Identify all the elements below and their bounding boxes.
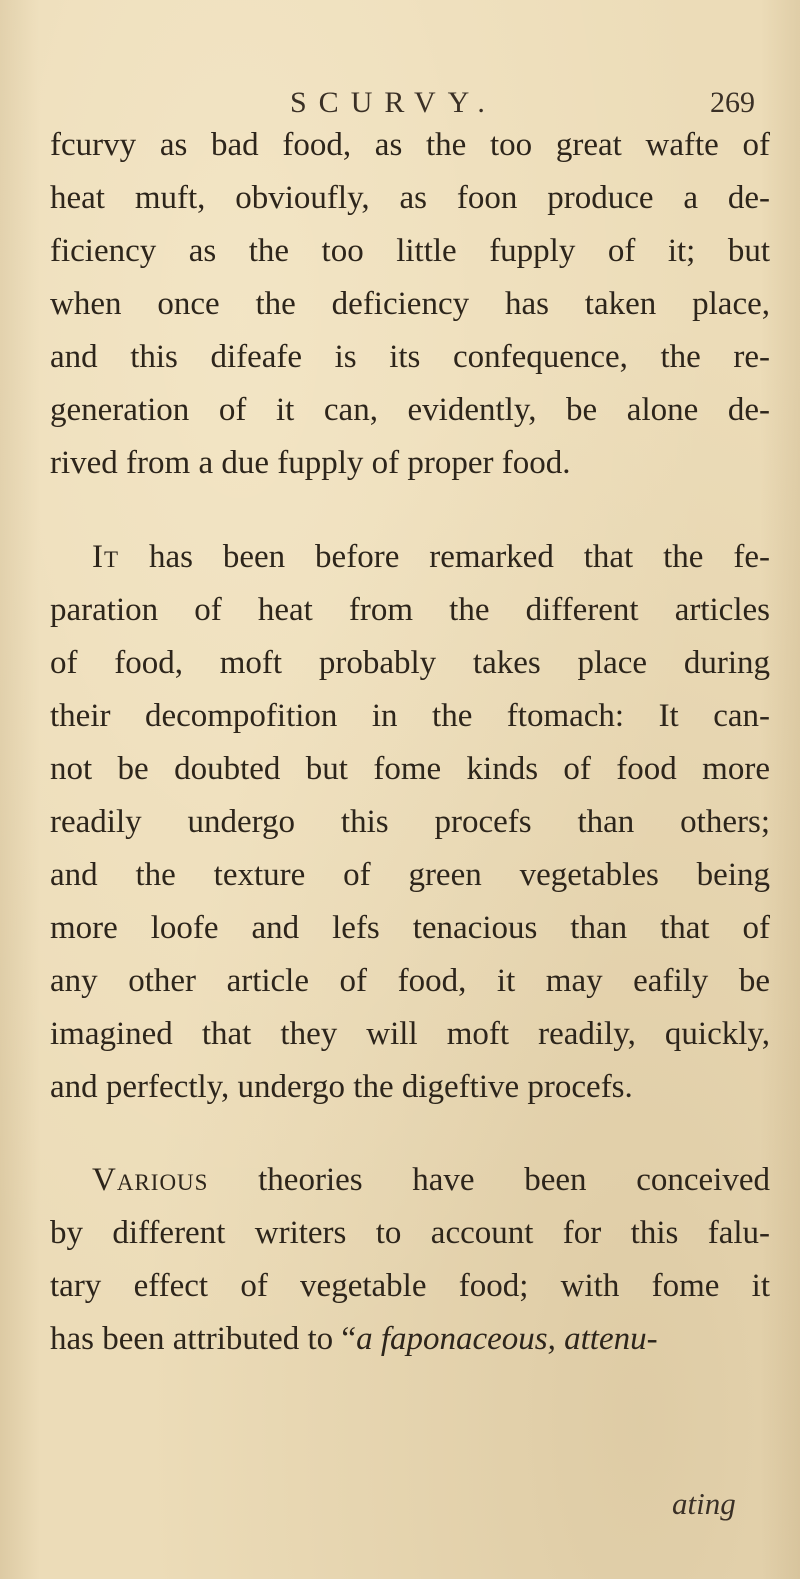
text-line: heat muft, obvioufly, as foon produce a de- [50, 180, 770, 216]
text-line: and the texture of green vegetables being [50, 857, 770, 893]
text-line: and perfectly, undergo the digeftive procefs. [50, 1069, 633, 1105]
running-title: SCURVY. [290, 86, 497, 119]
text-line: and this difeafe is its confequence, the re- [50, 339, 770, 375]
text-line: rived from a due fupply of proper food. [50, 445, 571, 481]
text-line: not be doubted but fome kinds of food more [50, 751, 770, 787]
text-line: generation of it can, evidently, be alone de- [50, 392, 770, 428]
text-line: by different writers to account for this falu- [50, 1215, 770, 1251]
text-line: tary effect of vegetable food; with fome it [50, 1268, 770, 1304]
text-line: any other article of food, it may eafily be [50, 963, 770, 999]
text-line-rest: has been before remarked that the fe- [119, 539, 770, 575]
text-line [50, 1319, 770, 1359]
text-line: more loofe and lefs tenacious than that of [50, 910, 770, 946]
text-line [92, 1160, 770, 1200]
paragraph-lead: It [92, 539, 120, 575]
text-line [92, 537, 770, 577]
italic-quote: a faponaceous, attenu- [356, 1321, 658, 1357]
paragraph-lead: Various [92, 1162, 209, 1198]
text-line: their decompofition in the ftomach: It can- [50, 698, 770, 734]
text-line: of food, moft probably takes place during [50, 645, 770, 681]
text-line: paration of heat from the different articles [50, 592, 770, 628]
page-number: 269 [710, 86, 755, 119]
text-line: ficiency as the too little fupply of it; but [50, 233, 770, 269]
text-line-start: has been attributed to “ [50, 1321, 357, 1357]
text-line: fcurvy as bad food, as the too great wafte of [50, 127, 770, 163]
text-line-rest: theories have been conceived [208, 1162, 770, 1198]
text-line: imagined that they will moft readily, quickly, [50, 1016, 770, 1052]
text-line: when once the deficiency has taken place, [50, 286, 770, 322]
text-line: readily undergo this procefs than others; [50, 804, 770, 840]
catchword: ating [672, 1486, 736, 1521]
